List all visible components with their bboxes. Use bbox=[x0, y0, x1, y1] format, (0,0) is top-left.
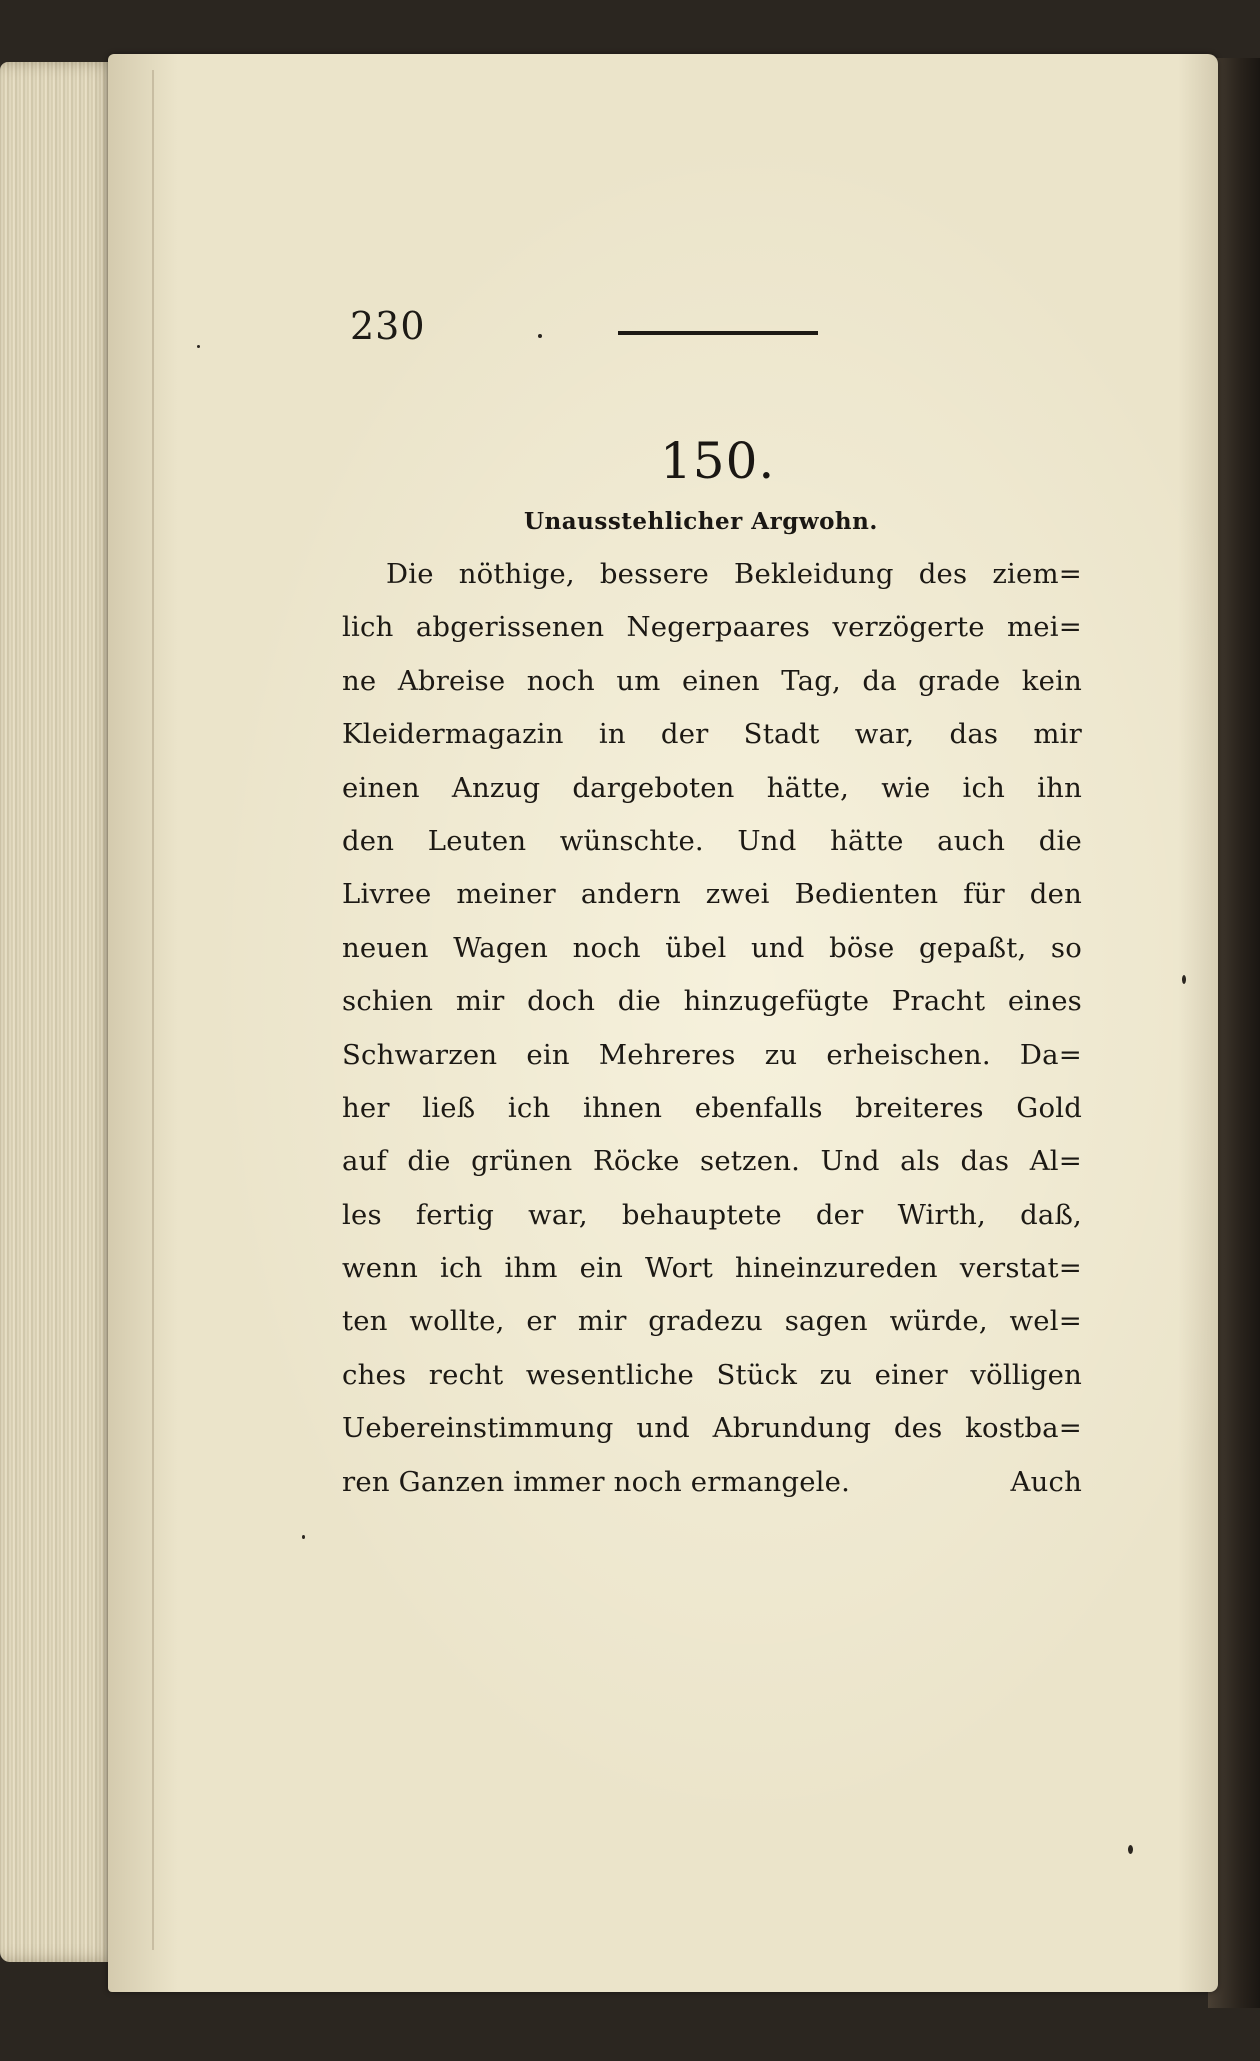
text-line: ne Abreise noch um einen Tag, da grade kein bbox=[342, 664, 1082, 697]
paper-speck bbox=[1128, 1845, 1133, 1854]
head-rule bbox=[618, 331, 818, 335]
paper-speck bbox=[302, 1535, 305, 1539]
text-line: Kleidermagazin in der Stadt war, das mir bbox=[342, 718, 1082, 751]
text-line: den Leuten wünschte. Und hätte auch die bbox=[342, 824, 1082, 857]
text-line: einen Anzug dargeboten hätte, wie ich ihn bbox=[342, 771, 1082, 804]
section-number: 150. bbox=[660, 432, 776, 490]
page-stack-edge bbox=[0, 62, 118, 1962]
paper-speck bbox=[197, 345, 200, 348]
text-line: les fertig war, behauptete der Wirth, daß, bbox=[342, 1198, 1082, 1231]
text-line: neuen Wagen noch übel und böse gepaßt, so bbox=[342, 931, 1082, 964]
text-line: wenn ich ihm ein Wort hineinzureden verstat= bbox=[342, 1252, 1082, 1285]
text-line: Livree meiner andern zwei Bedienten für den bbox=[342, 878, 1082, 911]
text-line: Schwarzen ein Mehreres zu erheischen. Da= bbox=[342, 1038, 1082, 1071]
head-dot bbox=[538, 334, 542, 338]
text-line: ches recht wesentliche Stück zu einer völligen bbox=[342, 1358, 1082, 1391]
text-line: schien mir doch die hinzugefügte Pracht eines bbox=[342, 985, 1082, 1018]
text-line: her ließ ich ihnen ebenfalls breiteres Gold bbox=[342, 1091, 1082, 1124]
text-line-last bbox=[342, 1456, 1082, 1509]
text-line: ren Ganzen immer noch ermangele. bbox=[342, 1465, 851, 1498]
running-head bbox=[350, 300, 820, 360]
text-line: Uebereinstimmung und Abrundung des kostba= bbox=[342, 1412, 1082, 1445]
catchword: Auch bbox=[1010, 1465, 1082, 1498]
text-line: ten wollte, er mir gradezu sagen würde, wel= bbox=[342, 1305, 1082, 1338]
body-text bbox=[342, 548, 1082, 1509]
text-line: lich abgerissenen Negerpaares verzögerte mei= bbox=[342, 611, 1082, 644]
text-line: Die nöthige, bessere Bekleidung des ziem= bbox=[386, 558, 1082, 590]
section-title: Unausstehlicher Argwohn. bbox=[524, 508, 878, 535]
page-number: 230 bbox=[350, 304, 426, 348]
paper-speck bbox=[1182, 975, 1186, 984]
page-gutter bbox=[152, 70, 154, 1950]
text-line: auf die grünen Röcke setzen. Und als das Al= bbox=[342, 1145, 1082, 1178]
